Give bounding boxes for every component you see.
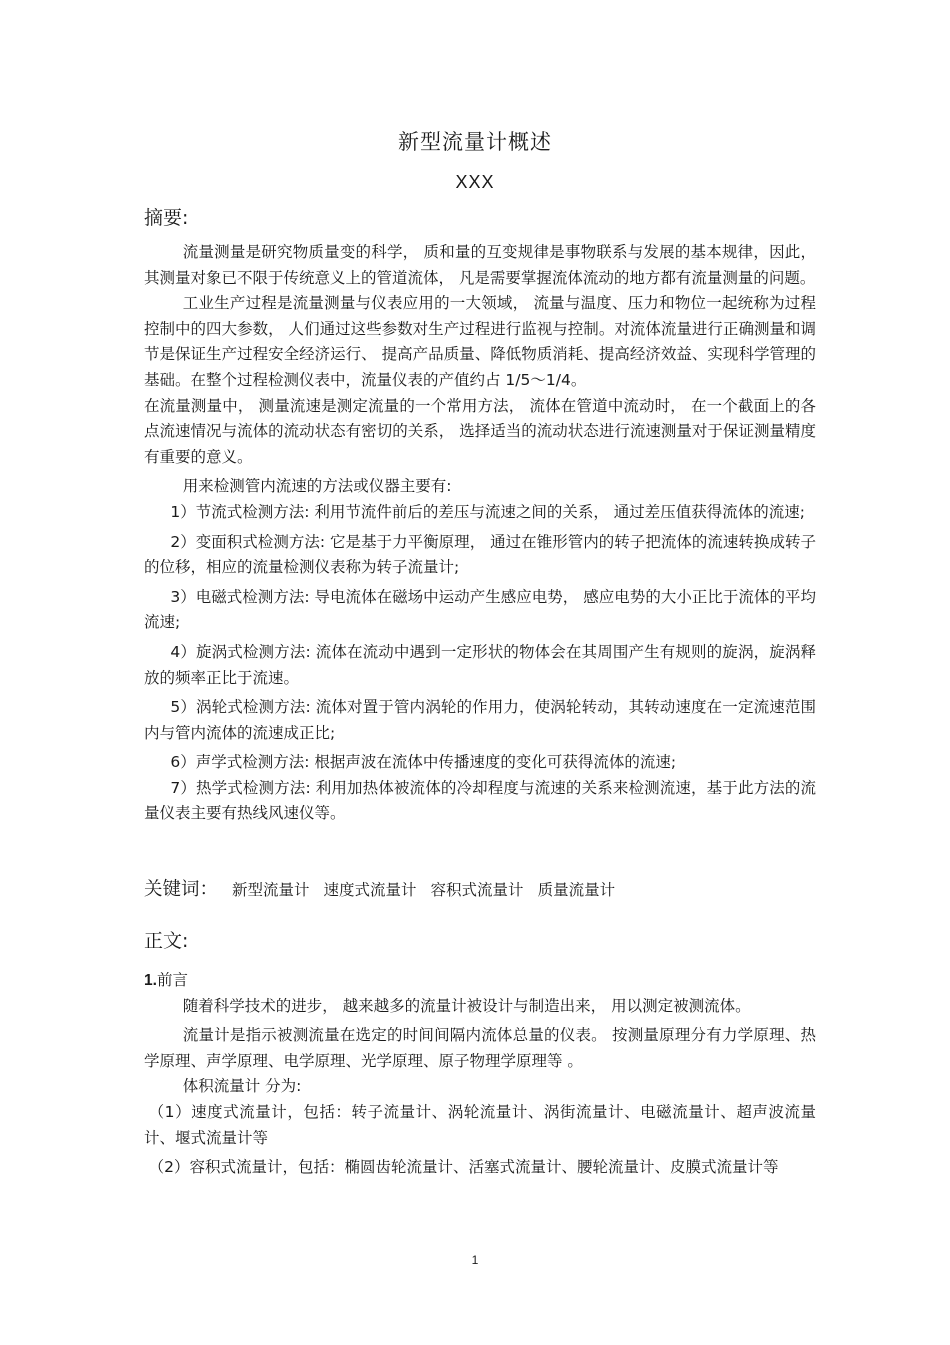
document-title: 新型流量计概述 <box>398 130 552 154</box>
method-item: 3）电磁式检测方法: 导电流体在磁场中运动产生感应电势， 感应电势的大小正比于流体的平均流速; <box>144 587 816 632</box>
page-number: 1 <box>471 1253 479 1267</box>
method-item: 5）涡轮式检测方法: 流体对置于管内涡轮的作用力，使涡轮转动，其转动速度在一定流速范围内与管内流体的流速成正比; <box>144 698 816 742</box>
keywords-label: 关键词： <box>144 879 219 900</box>
body-section <box>144 968 816 1181</box>
abstract-heading: 摘要: <box>144 207 189 229</box>
body-paragraph: 随着科学技术的进步， 越来越多的流量计被设计与制造出来， 用以测定被测流体。 <box>182 996 751 1015</box>
list-item: （1）速度式流量计，包括：转子流量计、涡轮流量计、涡街流量计、电磁流量计、超声波流量计、堰式流量计等 <box>144 1102 816 1147</box>
abstract-body <box>144 240 816 827</box>
section-number: 1. <box>144 972 157 989</box>
list-item: （2）容积式流量计，包括：椭圆齿轮流量计、活塞式流量计、腰轮流量计、皮膜式流量计等 <box>148 1158 779 1177</box>
keywords-line <box>144 877 816 903</box>
body-heading: 正文: <box>144 930 189 952</box>
keyword: 质量流量计 <box>537 881 616 899</box>
method-item: 4）旋涡式检测方法: 流体在流动中遇到一定形状的物体会在其周围产生有规则的旋涡，旋涡释放的频率正比于流速。 <box>144 642 816 687</box>
keyword: 容积式流量计 <box>430 881 524 899</box>
method-item: 1）节流式检测方法: 利用节流件前后的差压与流速之间的关系， 通过差压值获得流体的流速; <box>170 502 806 521</box>
keyword: 速度式流量计 <box>323 881 417 899</box>
abstract-paragraph: 用来检测管内流速的方法或仪器主要有: <box>182 477 452 496</box>
method-item: 7）热学式检测方法: 利用加热体被流体的冷却程度与流速的关系来检测流速，基于此方法的流量仪表主要有热线风速仪等。 <box>144 778 816 823</box>
section-heading <box>144 968 816 994</box>
abstract-paragraph: 流量测量是研究物质量变的科学， 质和量的互变规律是事物联系与发展的基本规律，因此，其测量对象已不限于传统意义上的管道流体， 凡是需要掌握流体流动的地方都有流量测量的问题。 <box>144 243 816 287</box>
body-paragraph: 流量计是指示被测流量在选定的时间间隔内流体总量的仪表。 按测量原理分有力学原理、热学原理、声学原理、电学原理、光学原理、原子物理学原理等 。 <box>144 1026 816 1070</box>
section-title: 前言 <box>156 971 188 989</box>
abstract-paragraph: 工业生产过程是流量测量与仪表应用的一大领域， 流量与温度、压力和物位一起统称为过程控制中的四大参数， 人们通过这些参数对生产过程进行监视与控制。对流体流量进行正确测量和调节是保证生产过程安全经济运行、 提高产品质量、降低物质消耗、提高经济效益、实现科学管理的基础。在整个过程检测仪表中，流量仪表的产值约占 1/5～1/4。 <box>144 294 816 389</box>
keyword: 新型流量计 <box>232 881 310 899</box>
abstract-paragraph: 在流量测量中， 测量流速是测定流量的一个常用方法， 流体在管道中流动时， 在一个截面上的各点流速情况与流体的流动状态有密切的关系， 选择适当的流动状态进行流速测量对于保证测量精度有重要的意义。 <box>144 396 816 466</box>
method-item: 6）声学式检测方法: 根据声波在流体中传播速度的变化可获得流体的流速; <box>170 753 677 772</box>
author-name: XXX <box>455 172 495 192</box>
body-paragraph: 体积流量计 分为: <box>182 1077 302 1096</box>
method-item: 2）变面积式检测方法: 它是基于力平衡原理， 通过在锥形管内的转子把流体的流速转换成转子的位移，相应的流量检测仪表称为转子流量计; <box>144 532 816 577</box>
